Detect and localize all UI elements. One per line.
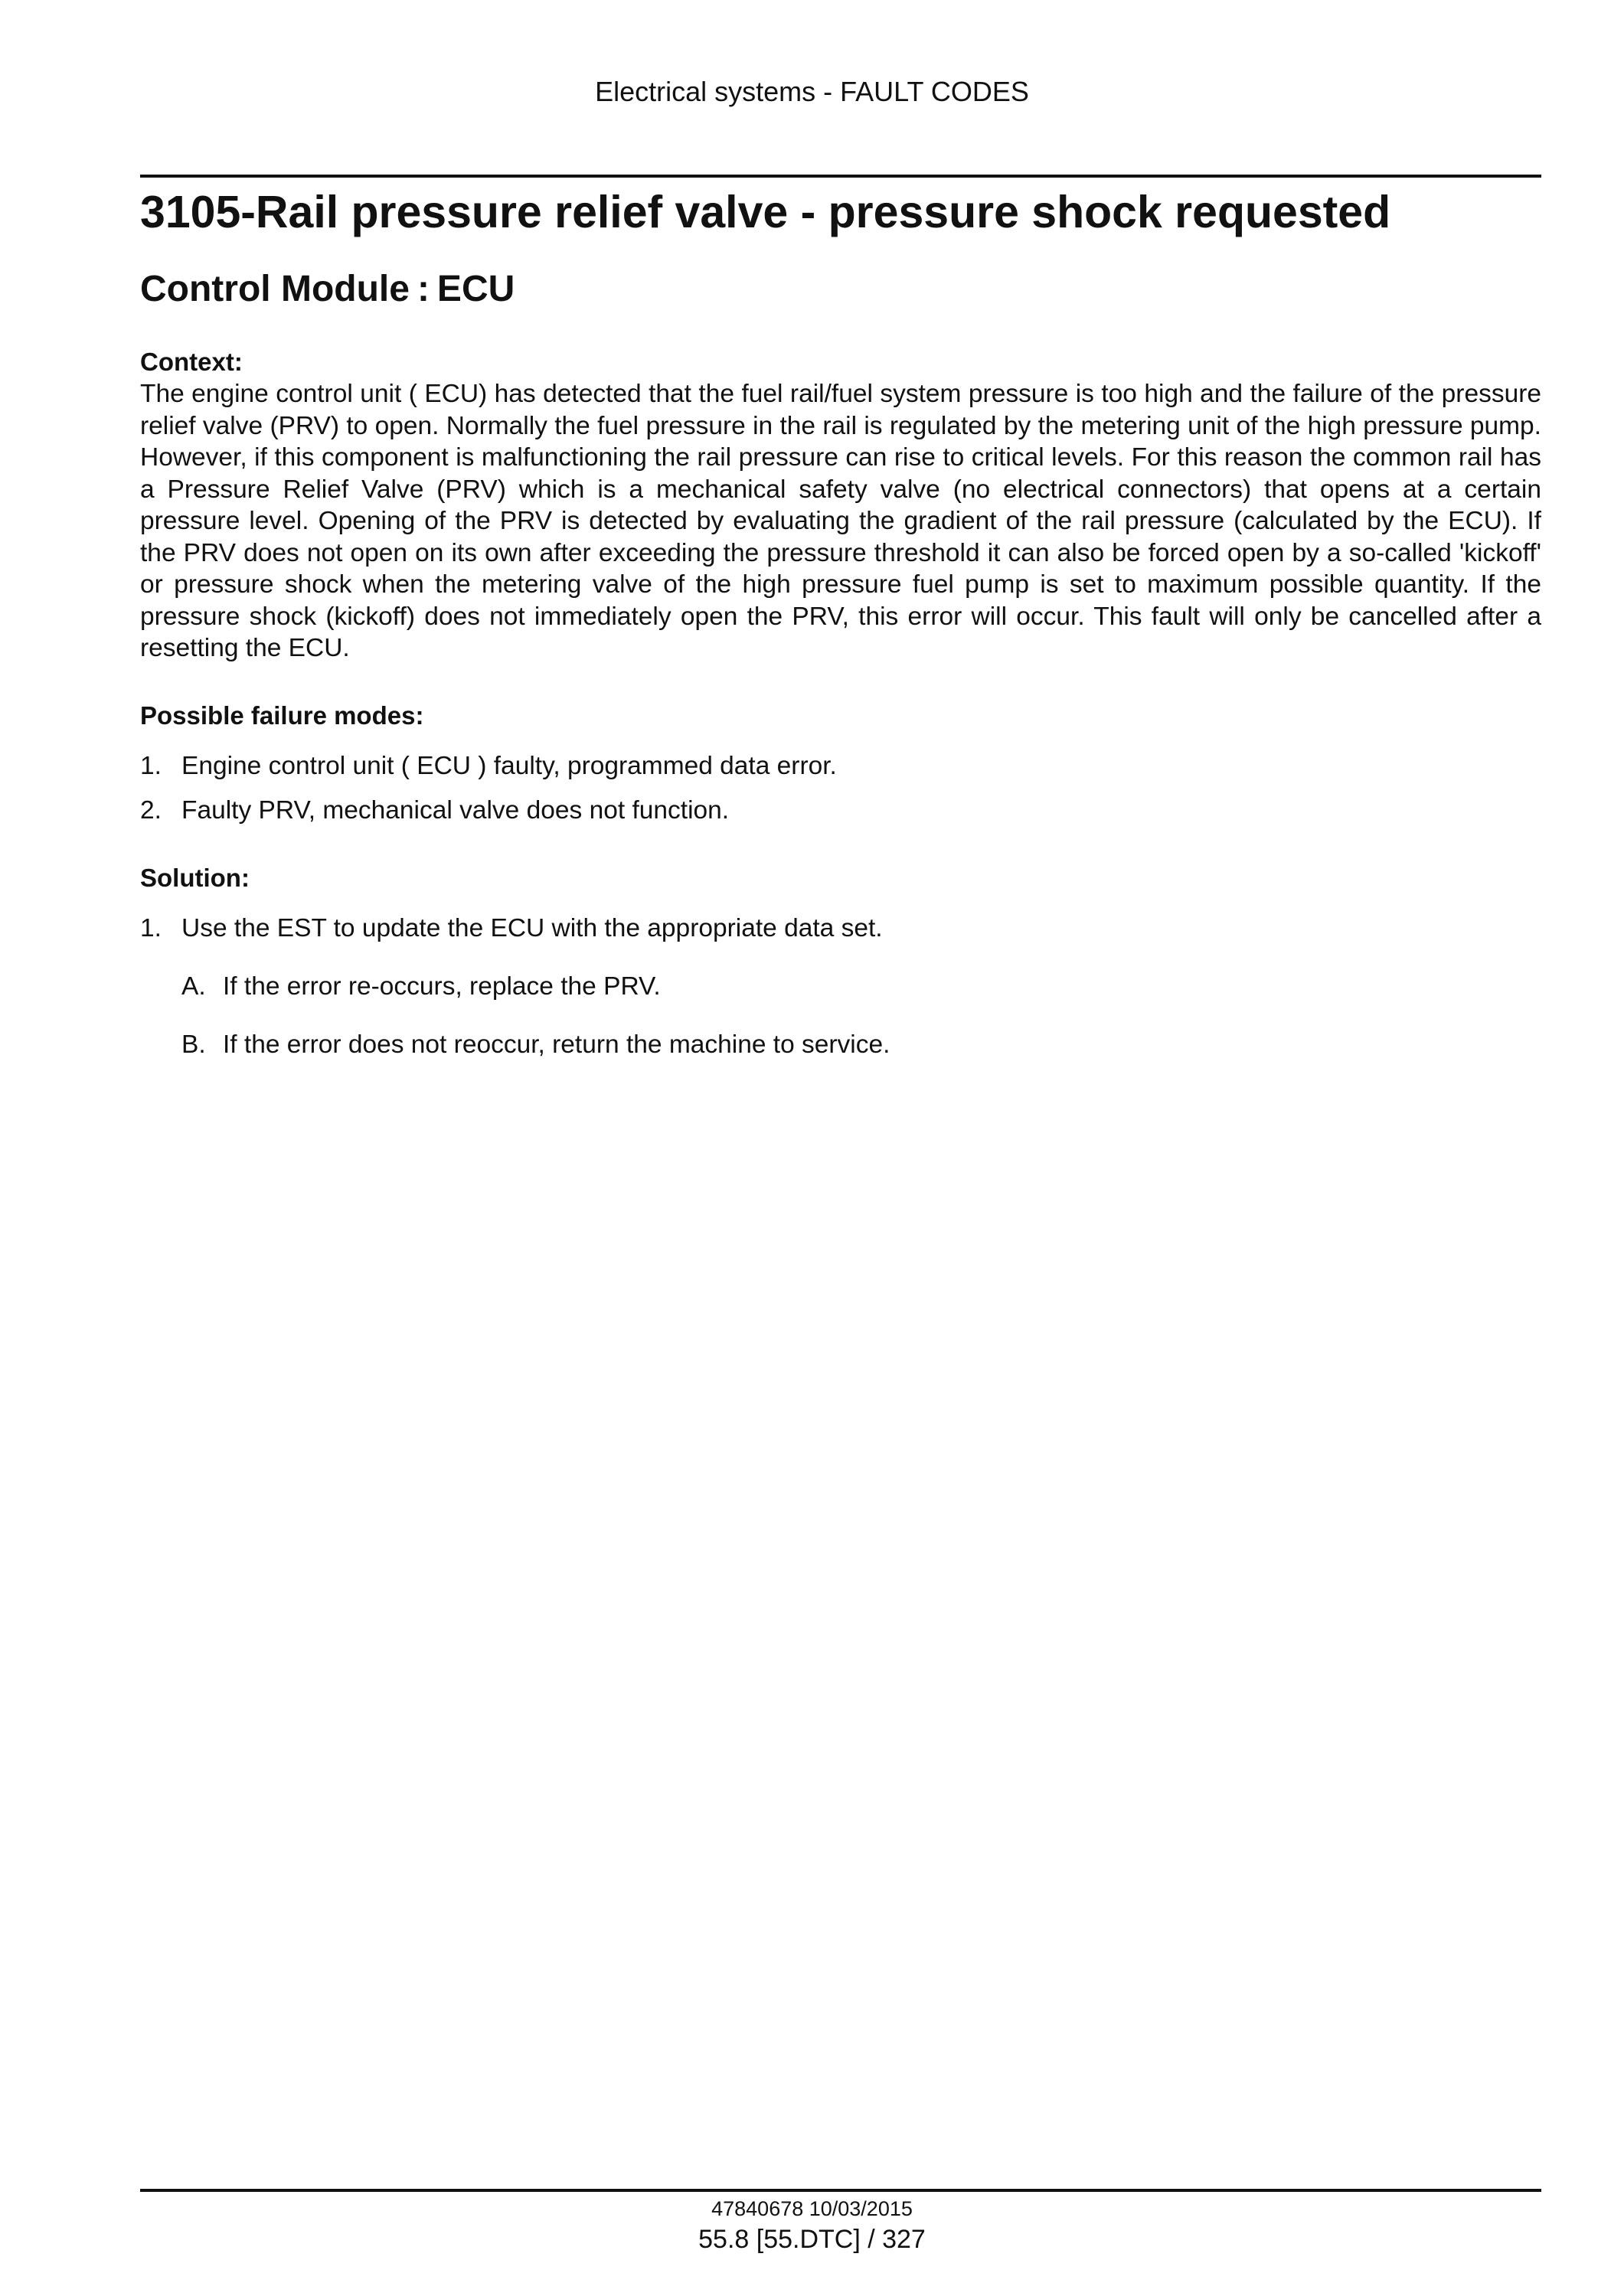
failure-mode-item [140, 750, 1541, 782]
list-marker: 2. [140, 795, 162, 825]
solution-substep-text: If the error re-occurs, replace the PRV. [223, 972, 661, 1001]
running-header: Electrical systems - FAULT CODES [595, 76, 1029, 107]
context-label: Context: [140, 348, 243, 376]
footer-page-reference: 55.8 [55.DTC] / 327 [698, 2225, 926, 2254]
control-module-label: Control Module [140, 269, 410, 309]
solution-step-text: Use the EST to update the ECU with the appropriate data set. [181, 913, 883, 942]
fault-title: 3105-Rail pressure relief valve - pressure shock requested [140, 187, 1391, 237]
failure-mode-text: Engine control unit ( ECU ) faulty, programmed data error. [181, 751, 837, 780]
solution-substep-text: If the error does not reoccur, return the machine to service. [223, 1030, 890, 1059]
list-marker: A. [181, 972, 206, 1001]
solution-substep [181, 971, 1541, 1003]
failure-mode-item [140, 795, 1541, 827]
control-module-line [140, 265, 1541, 314]
failure-mode-text: Faulty PRV, mechanical valve does not function. [181, 795, 730, 825]
solution-label: Solution: [140, 863, 250, 892]
solution-substep [181, 1029, 1541, 1061]
control-module-separator: : [417, 269, 430, 309]
failure-modes-label: Possible failure modes: [140, 701, 424, 730]
list-marker: 1. [140, 913, 162, 942]
context-text: The engine control unit ( ECU) has detected that the fuel rail/fuel system pressure is too high and the failure of the pressure relief valve (PRV) to open. Normally the fuel pressure in the rail is regulated by the metering unit of the high pressure pump. However, if this component is malfunctioning the rail pressure can rise to critical levels. For this reason the common rail has a Pressure Relief Valve (PRV) which is a mechanical safety valve (no electrical connectors) that opens at a certain pressure level. Opening of the PRV is detected by evaluating the gradient of the rail pressure (calculated by the ECU). If the PRV does not open on its own after exceeding the pressure threshold it can also be forced open by a so-called 'kickoff' or pressure shock when the metering valve of the high pressure fuel pump is set to maximum possible quantity. If the pressure shock (kickoff) does not immediately open the PRV, this error will occur. This fault will only be cancelled after a resetting the ECU. [140, 380, 1541, 662]
list-marker: 1. [140, 751, 162, 780]
page-content [140, 178, 1541, 1087]
control-module-value: ECU [436, 269, 515, 309]
footer-document-reference: 47840678 10/03/2015 [711, 2197, 913, 2220]
footer-rule [140, 2189, 1541, 2192]
failure-modes-list [140, 750, 1541, 827]
list-marker: B. [181, 1030, 206, 1059]
solution-substeps-list [181, 971, 1541, 1061]
solution-steps-list [140, 913, 1541, 1061]
solution-step [140, 913, 1541, 1061]
